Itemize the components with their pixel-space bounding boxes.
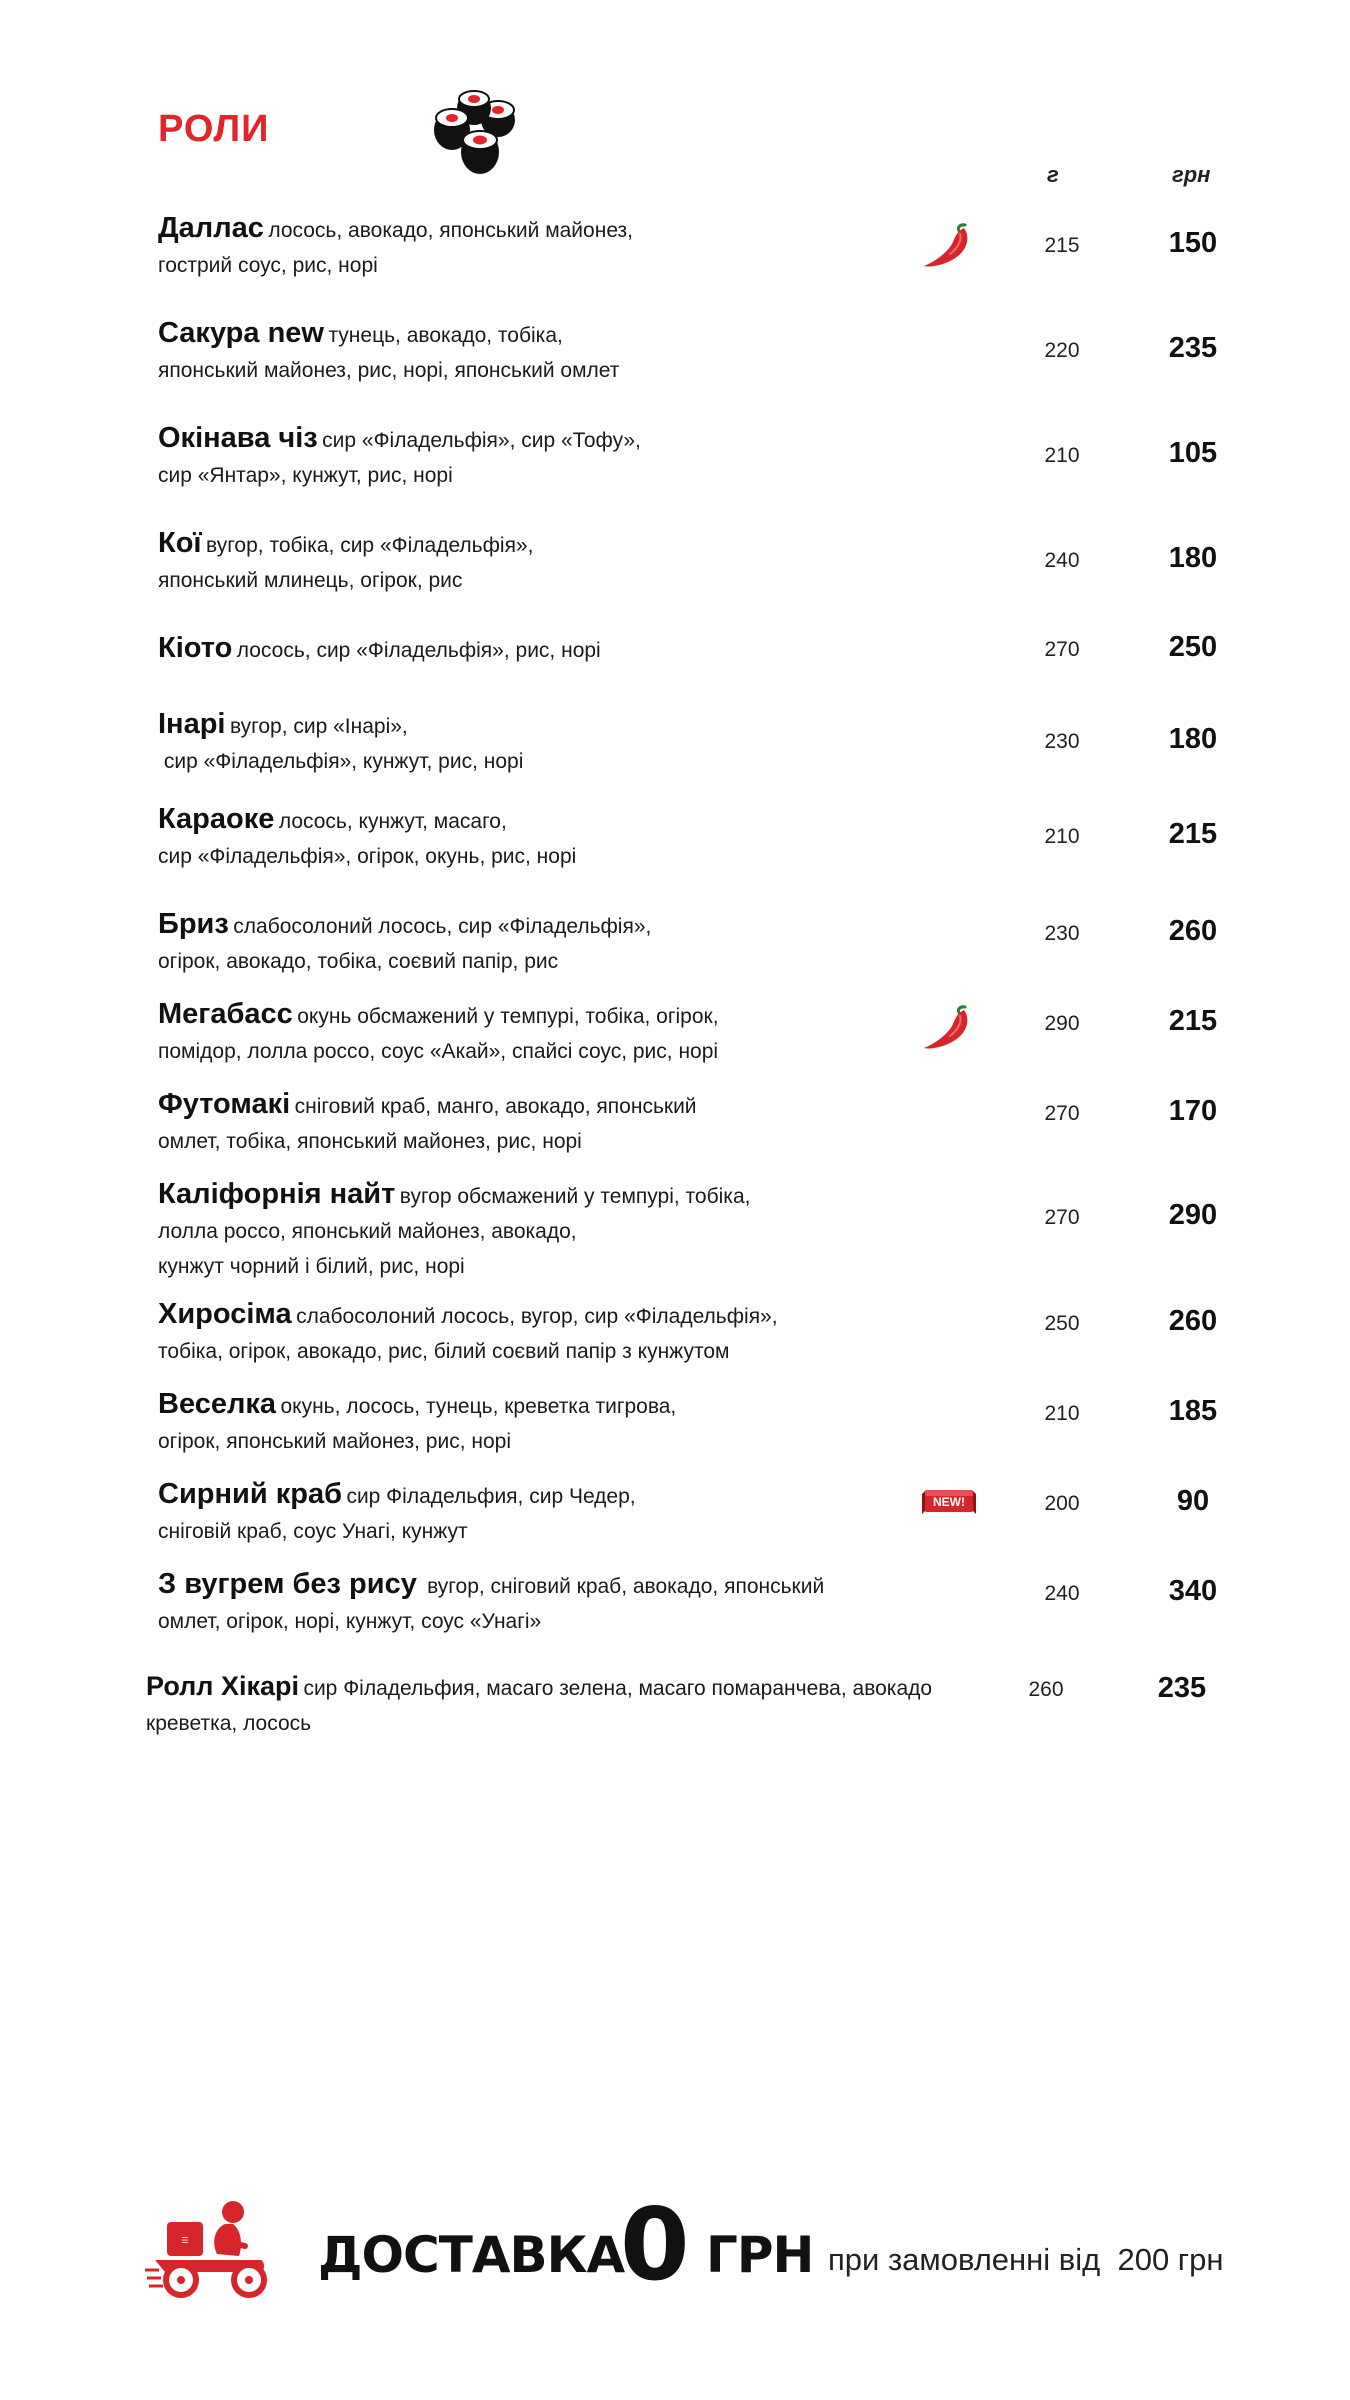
item-weight: 210 <box>1044 444 1080 467</box>
item-ingredients: сніговий краб, манго, авокадо, японський <box>294 1095 697 1118</box>
delivery-currency: ГРН <box>706 2226 814 2284</box>
item-name: Футомакі <box>158 1088 291 1120</box>
item-ingredients-line2: гострий соус, рис, норі <box>158 254 378 277</box>
item-price: 185 <box>1168 1395 1218 1427</box>
item-ingredients: вугор, тобіка, сир «Філадельфія», <box>206 534 534 557</box>
item-price: 215 <box>1168 818 1218 850</box>
item-name: З вугрем без рису <box>158 1568 417 1600</box>
item-ingredients-line2: сир «Філадельфія», огірок, окунь, рис, норі <box>158 845 577 868</box>
item-ingredients-line2: омлет, тобіка, японський майонез, рис, норі <box>158 1130 582 1153</box>
item-name: Сирний краб <box>158 1478 342 1510</box>
item-description <box>158 527 918 599</box>
menu-section-title: РОЛИ <box>158 108 270 150</box>
item-ingredients-line2: лолла россо, японський майонез, авокадо, <box>158 1220 577 1243</box>
item-ingredients-line2: сир «Філадельфія», кунжут, рис, норі <box>158 750 524 773</box>
item-weight: 210 <box>1044 1402 1080 1425</box>
delivery-banner <box>0 2186 1350 2310</box>
item-price: 215 <box>1168 1005 1218 1037</box>
item-ingredients-line2: огірок, авокадо, тобіка, соєвий папір, рис <box>158 950 559 973</box>
item-name: Ролл Хікарі <box>146 1671 299 1701</box>
chili-badge <box>920 1004 974 1059</box>
item-ingredients: лосось, кунжут, масаго, <box>278 810 507 833</box>
item-name: Веселка <box>158 1388 277 1420</box>
item-weight: 210 <box>1044 825 1080 848</box>
item-name: Караоке <box>158 803 275 835</box>
item-ingredients: тунець, авокадо, тобіка, <box>328 324 563 347</box>
delivery-amount: 0 <box>620 2186 690 2303</box>
item-weight: 230 <box>1044 922 1080 945</box>
item-price: 90 <box>1176 1485 1210 1517</box>
item-ingredients: вугор обсмажений у темпурі, тобіка, <box>399 1185 751 1208</box>
item-description <box>158 317 918 389</box>
item-weight: 220 <box>1044 339 1080 362</box>
item-ingredients: сир Філадельфия, масаго зелена, масаго помаранчева, авокадо <box>303 1677 933 1700</box>
sushi-rolls-icon <box>432 88 518 180</box>
item-weight: 230 <box>1044 730 1080 753</box>
item-price: 235 <box>1168 332 1218 364</box>
item-price: 260 <box>1168 1305 1218 1337</box>
item-description <box>158 998 918 1070</box>
item-description <box>158 1388 918 1460</box>
item-ingredients-line3: кунжут чорний і білий, рис, норі <box>158 1255 465 1278</box>
item-description <box>158 908 918 980</box>
item-description <box>158 1178 918 1285</box>
item-ingredients: окунь, лосось, тунець, креветка тигрова, <box>280 1395 677 1418</box>
item-ingredients-line2: омлет, огірок, норі, кунжут, соус «Унагі» <box>158 1610 542 1633</box>
item-name: Сакура new <box>158 317 324 349</box>
svg-text:☰: ☰ <box>181 2236 189 2245</box>
chili-badge <box>920 222 974 277</box>
item-price: 180 <box>1168 723 1218 755</box>
item-ingredients-line2: огірок, японський майонез, рис, норі <box>158 1430 512 1453</box>
item-description <box>158 708 918 780</box>
item-ingredients-line2: тобіка, огірок, авокадо, рис, білий соєвий папір з кунжутом <box>158 1340 730 1363</box>
item-ingredients: окунь обсмажений у темпурі, тобіка, огірок, <box>297 1005 719 1028</box>
item-weight: 215 <box>1044 234 1080 257</box>
item-ingredients-line2: помідор, лолла россо, соус «Акай», спайсі соус, рис, норі <box>158 1040 719 1063</box>
item-description <box>158 632 918 669</box>
item-ingredients-line2: японський майонез, рис, норі, японський омлет <box>158 359 620 382</box>
item-price: 250 <box>1168 631 1218 663</box>
item-ingredients: вугор, сир «Інарі», <box>229 715 408 738</box>
item-price: 235 <box>1157 1672 1207 1704</box>
item-price: 150 <box>1168 227 1218 259</box>
item-price: 105 <box>1168 437 1218 469</box>
item-weight: 290 <box>1044 1012 1080 1035</box>
item-name: Каліфорнія найт <box>158 1178 396 1210</box>
item-ingredients: вугор, сніговий краб, авокадо, японський <box>421 1575 825 1598</box>
item-description <box>146 1670 1026 1742</box>
item-weight: 200 <box>1044 1492 1080 1515</box>
chili-pepper-icon <box>920 222 974 272</box>
item-ingredients: сир «Філадельфія», сир «Тофу», <box>322 429 641 452</box>
item-weight: 270 <box>1044 638 1080 661</box>
item-weight: 270 <box>1044 1102 1080 1125</box>
item-ingredients: лосось, сир «Філадельфія», рис, норі <box>236 639 601 662</box>
weight-column-header: г <box>1047 162 1059 187</box>
new-badge-text: NEW! <box>933 1495 965 1509</box>
item-weight: 260 <box>1028 1678 1064 1701</box>
item-name: Мегабасс <box>158 998 293 1030</box>
item-ingredients-line2: сніговій краб, соус Унагі, кунжут <box>158 1520 468 1543</box>
item-price: 340 <box>1168 1575 1218 1607</box>
item-price: 260 <box>1168 915 1218 947</box>
item-name: Інарі <box>158 708 226 740</box>
item-description <box>158 1568 918 1640</box>
item-ingredients: сир Філадельфия, сир Чедер, <box>346 1485 636 1508</box>
item-description <box>158 212 918 284</box>
item-ingredients: слабосолоний лосось, вугор, сир «Філадельфія», <box>296 1305 778 1328</box>
item-ingredients-line2: креветка, лосось <box>146 1712 312 1735</box>
new-badge-icon <box>920 1486 978 1520</box>
item-name: Даллас <box>158 212 264 244</box>
delivery-title: ДОСТАВКА <box>318 2226 625 2284</box>
item-ingredients-line2: японський млинець, огірок, рис <box>158 569 463 592</box>
item-ingredients: слабосолоний лосось, сир «Філадельфія», <box>233 915 652 938</box>
delivery-condition: при замовленні від 200 грн <box>828 2242 1224 2277</box>
chili-pepper-icon <box>920 1004 974 1054</box>
item-description <box>158 1298 918 1370</box>
item-name: Кої <box>158 527 202 559</box>
item-price: 180 <box>1168 542 1218 574</box>
item-weight: 240 <box>1044 549 1080 572</box>
item-weight: 240 <box>1044 1582 1080 1605</box>
item-name: Бриз <box>158 908 229 940</box>
item-description <box>158 422 918 494</box>
item-weight: 250 <box>1044 1312 1080 1335</box>
price-column-header: грн <box>1172 162 1211 187</box>
item-price: 290 <box>1168 1199 1218 1231</box>
new-badge <box>920 1486 978 1525</box>
item-name: Кіото <box>158 632 233 664</box>
item-description <box>158 1478 918 1550</box>
item-price: 170 <box>1168 1095 1218 1127</box>
item-description <box>158 1088 918 1160</box>
item-ingredients-line2: сир «Янтар», кунжут, рис, норі <box>158 464 453 487</box>
item-name: Хиросіма <box>158 1298 292 1330</box>
delivery-scooter-icon <box>145 2200 275 2300</box>
item-description <box>158 803 918 875</box>
item-name: Окінава чіз <box>158 422 318 454</box>
item-weight: 270 <box>1044 1206 1080 1229</box>
item-ingredients: лосось, авокадо, японський майонез, <box>268 219 633 242</box>
